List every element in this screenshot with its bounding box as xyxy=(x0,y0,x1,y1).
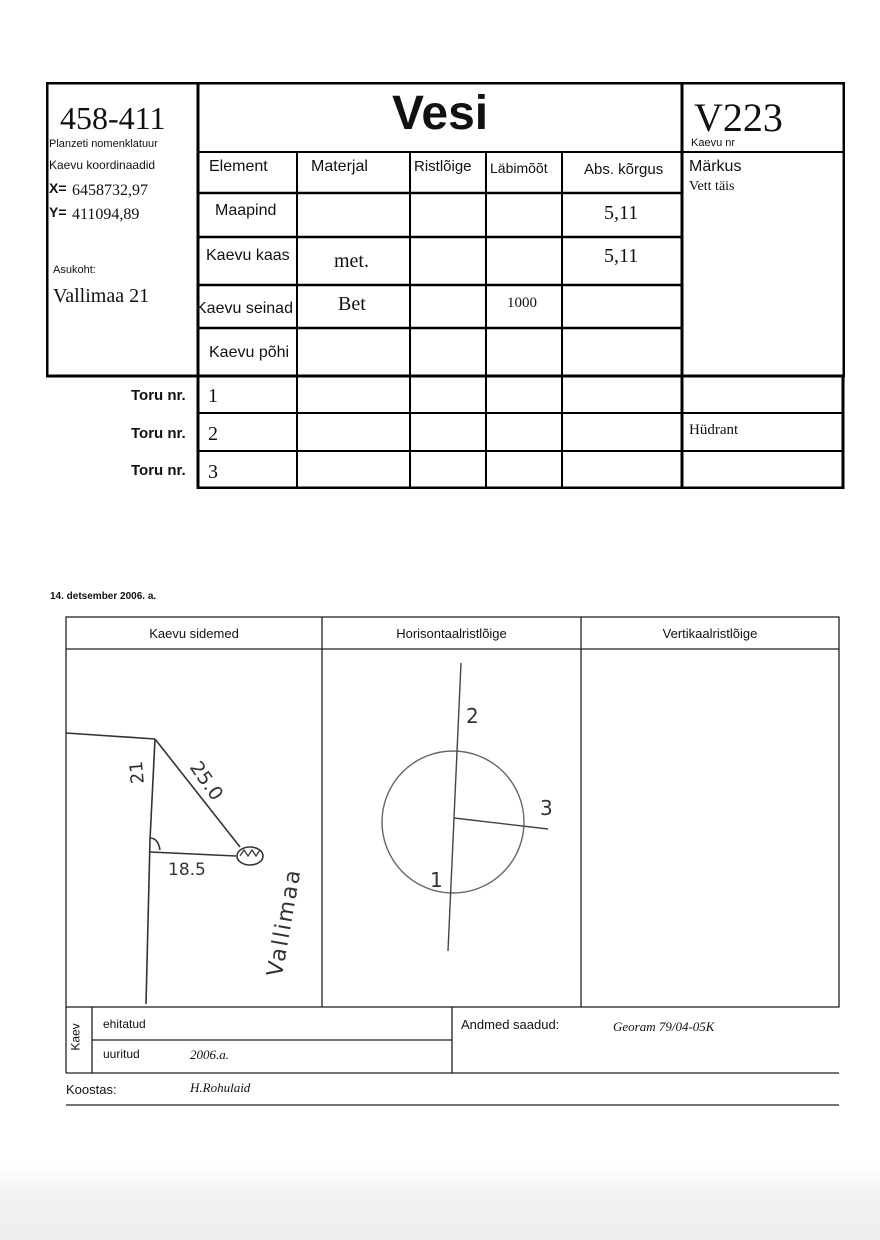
row-height-cover: 5,11 xyxy=(604,245,639,267)
y-label: Y= xyxy=(49,204,67,220)
pipe-note-2: Hüdrant xyxy=(689,422,739,438)
col-header-cross-section: Ristlõige xyxy=(414,158,472,175)
note-value: Vett täis xyxy=(689,179,735,194)
note-label: Märkus xyxy=(689,158,742,175)
row-height-ground: 5,11 xyxy=(604,202,639,224)
col-header-material: Materjal xyxy=(311,158,368,175)
row-material-walls: Bet xyxy=(338,293,366,315)
surveyed-label: uuritud xyxy=(103,1047,140,1061)
col-header-element: Element xyxy=(209,158,268,175)
row-element-bottom: Kaevu põhi xyxy=(209,344,290,361)
document-date: 14. detsember 2006. a. xyxy=(50,591,157,602)
author-label: Koostas: xyxy=(66,1082,117,1097)
col-horizontal-section: Horisontaalristlõige xyxy=(396,626,507,641)
row-element-cover: Kaevu kaas xyxy=(206,247,290,264)
pipe-label-3: Toru nr. xyxy=(131,462,186,479)
pipe-label-1: Toru nr. xyxy=(131,387,186,404)
x-label: X= xyxy=(49,180,67,196)
horizontal-section-sketch xyxy=(382,663,548,951)
data-source-label: Andmed saadud: xyxy=(461,1017,560,1032)
pipe-label-1-sketch: 1 xyxy=(430,868,443,892)
col-header-diameter: Läbimõõt xyxy=(490,160,548,176)
well-label: Kaevu nr xyxy=(691,137,736,149)
location-value: Vallimaa 21 xyxy=(53,285,150,307)
street-label: Vallimaa xyxy=(262,866,307,979)
row-element-walls: Kaevu seinad xyxy=(196,300,293,317)
pipe-label-2: Toru nr. xyxy=(131,425,186,442)
pipe-number-2: 2 xyxy=(208,423,218,445)
row-element-ground: Maapind xyxy=(215,202,277,219)
data-source-value: Georam 79/04-05K xyxy=(613,1019,715,1034)
sheet-number: 458-411 xyxy=(60,100,166,136)
built-label: ehitatud xyxy=(103,1017,146,1031)
link-label-c: 18.5 xyxy=(168,860,206,880)
x-value: 6458732,97 xyxy=(72,182,148,199)
author-value: H.Rohulaid xyxy=(190,1080,251,1095)
surveyed-value: 2006.a. xyxy=(190,1047,229,1062)
row-material-cover: met. xyxy=(334,250,369,272)
pipe-number-3: 3 xyxy=(208,461,218,483)
link-label-b: 25.0 xyxy=(185,757,228,805)
well-side-label: Kaev xyxy=(68,1023,83,1051)
location-label: Asukoht: xyxy=(53,264,96,276)
y-value: 411094,89 xyxy=(72,206,140,223)
col-links: Kaevu sidemed xyxy=(149,626,239,641)
pipe-label-2-sketch: 2 xyxy=(466,704,479,728)
page-title: Vesi xyxy=(392,87,489,140)
pipe-number-1: 1 xyxy=(208,385,218,407)
link-label-a: 21 xyxy=(125,760,149,785)
scan-shadow xyxy=(0,1165,880,1240)
coordinates-label: Kaevu koordinaadid xyxy=(49,158,156,172)
col-vertical-section: Vertikaalristlõige xyxy=(662,626,758,641)
col-header-abs-height: Abs. kõrgus xyxy=(584,161,664,178)
links-sketch xyxy=(66,733,263,1004)
pipe-label-3-sketch: 3 xyxy=(540,796,553,820)
well-number: V223 xyxy=(694,95,783,140)
sheet-label: Planzeti nomenklatuur xyxy=(49,138,158,150)
row-diameter-walls: 1000 xyxy=(507,295,537,311)
